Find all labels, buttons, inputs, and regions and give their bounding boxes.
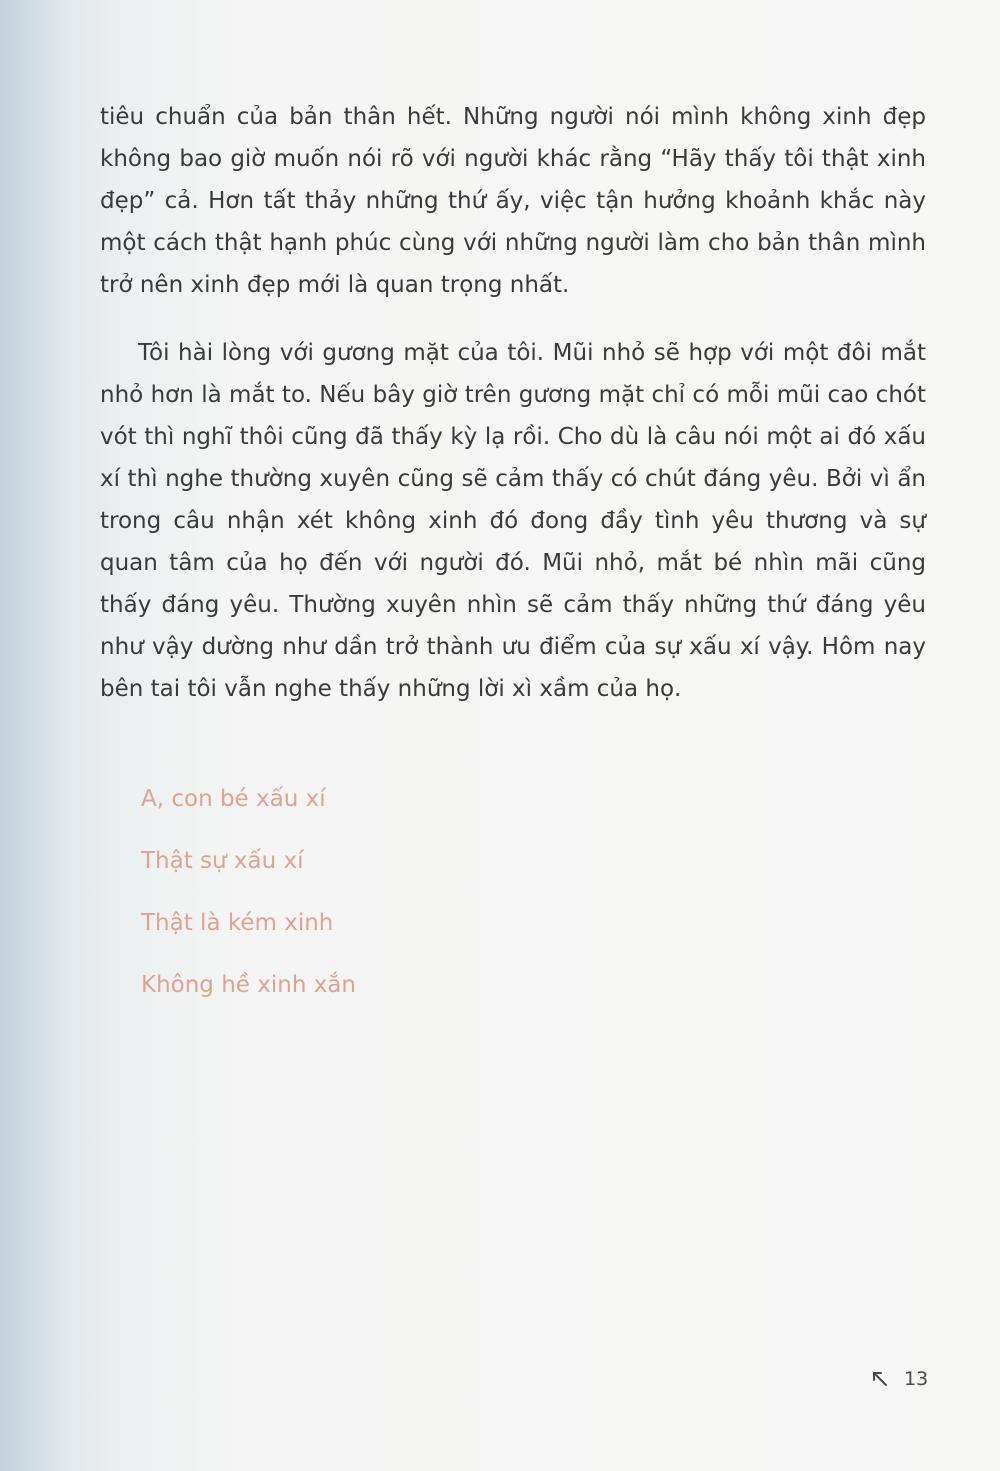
paragraph: Tôi hài lòng với gương mặt của tôi. Mũi nhỏ sẽ hợp với một đôi mắt nhỏ hơn là mắt to. Nếu bây giờ trên gương mặt chỉ có mỗi mũi cao chót vót thì nghĩ thôi cũng đã thấy kỳ lạ rồi. Cho dù là câu nói một ai đó xấu xí thì nghe thường xuyên cũng sẽ cảm thấy có chút đáng yêu. Bởi vì ẩn trong câu nhận xét không xinh đó đong đầy tình yêu thương và sự quan tâm của họ đến với người đó. Mũi nhỏ, mắt bé nhìn mãi cũng thấy đáng yêu. Thường xuyên nhìn sẽ cảm thấy những thứ đáng yêu như vậy dường như dần trở thành ưu điểm của sự xấu xí vậy. Hôm nay bên tai tôi vẫn nghe thấy những lời xì xầm của họ.	[100, 340, 926, 702]
quote-list	[141, 778, 356, 1026]
quote-line: A, con bé xấu xí	[141, 786, 326, 812]
arrow-up-left-icon	[870, 1369, 890, 1389]
body-text	[100, 96, 926, 736]
quote-line: Không hề xinh xắn	[141, 972, 357, 998]
page-number: 13	[904, 1368, 929, 1390]
gutter-shadow	[0, 0, 70, 1471]
quote-line: Thật sự xấu xí	[141, 848, 304, 874]
quote-line: Thật là kém xinh	[141, 910, 334, 936]
paragraph-continued: tiêu chuẩn của bản thân hết. Những người nói mình không xinh đẹp không bao giờ muốn nói rõ với người khác rằng “Hãy thấy tôi thật xinh đẹp” cả. Hơn tất thảy những thứ ấy, việc tận hưởng khoảnh khắc này một cách thật hạnh phúc cùng với những người làm cho bản thân mình trở nên xinh đẹp mới là quan trọng nhất.	[100, 104, 926, 298]
page-footer	[870, 1364, 928, 1394]
